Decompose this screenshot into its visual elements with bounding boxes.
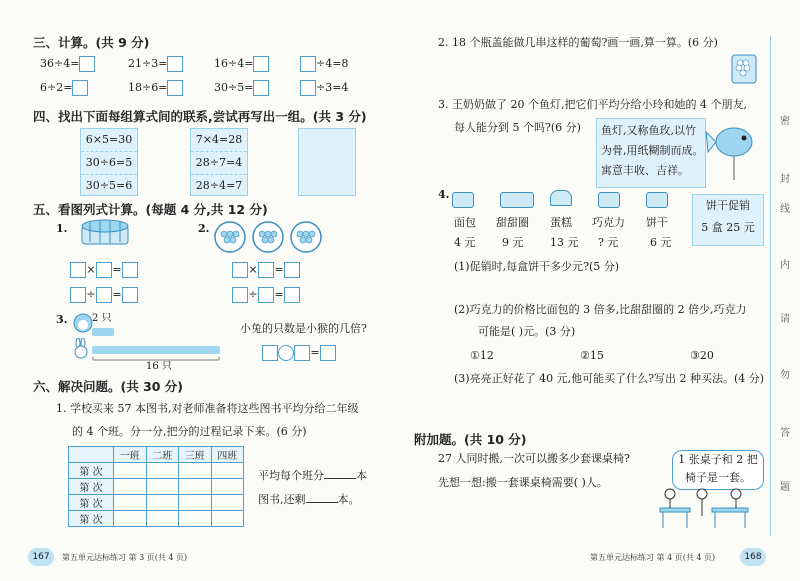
item-name: 饼干	[646, 216, 668, 229]
sub-question-2-line1: (2)巧克力的价格比面包的 3 倍多,比甜甜圈的 2 倍少,巧克力	[454, 303, 747, 316]
sub-question-2-line2: 可能是( )元。(3 分)	[478, 325, 576, 338]
rabbit-bar	[92, 346, 220, 354]
table-row	[69, 495, 244, 511]
answer-box[interactable]	[284, 262, 300, 278]
distribution-table	[68, 446, 244, 527]
answer-box[interactable]	[96, 262, 112, 278]
row-label: 第 次	[69, 511, 114, 527]
extra-title: 附加题。(共 10 分)	[414, 432, 527, 447]
row-label: 第 次	[69, 463, 114, 479]
table-cell[interactable]	[179, 511, 212, 527]
basket-picture	[80, 216, 132, 248]
cake-icon	[550, 190, 572, 206]
extra-line2: 先想一想:搬一套课桌椅需要( )人。	[438, 476, 608, 489]
item-price: 4 元	[454, 236, 476, 249]
table-row	[69, 463, 244, 479]
equation-template: =	[262, 345, 336, 361]
item-price: ? 元	[598, 236, 619, 249]
donut-icon	[500, 192, 534, 208]
students-desks-picture	[650, 486, 760, 532]
table-row	[69, 479, 244, 495]
note-line: 为骨,用纸糊制而成。	[601, 144, 704, 157]
table-cell[interactable]	[146, 495, 179, 511]
blank-sticky-note[interactable]	[298, 128, 356, 196]
row-label: 第 次	[69, 479, 114, 495]
footer-text: 第五单元达标练习 第 4 页(共 4 页)	[590, 553, 716, 562]
equation-template: ÷ =	[232, 287, 300, 303]
answer-box[interactable]	[262, 345, 278, 361]
item-price: 6 元	[650, 236, 672, 249]
table-header-cell: 三班	[179, 447, 212, 463]
answer-box[interactable]	[70, 262, 86, 278]
calc-item: ÷4=8	[300, 56, 348, 72]
note-line: 寓意丰收、吉祥。	[601, 164, 689, 177]
answer-box[interactable]	[70, 287, 86, 303]
section-5-title: 五、看图列式计算。(每题 4 分,共 12 分)	[33, 202, 268, 217]
grape-plates-picture	[212, 220, 326, 254]
table-cell[interactable]	[211, 511, 244, 527]
calc-item: 21÷3=	[128, 56, 183, 72]
promo-card	[692, 194, 764, 246]
answer-box[interactable]	[258, 262, 274, 278]
monkey-bar	[92, 328, 114, 336]
answer-box[interactable]	[300, 80, 316, 96]
calc-item: 18÷6=	[128, 80, 183, 96]
table-cell[interactable]	[114, 511, 147, 527]
equation: 28÷4=7	[195, 179, 243, 192]
calc-item: 36÷4=	[40, 56, 95, 72]
answer-box[interactable]	[167, 56, 183, 72]
gutter-char: 答	[780, 428, 790, 439]
table-cell[interactable]	[211, 463, 244, 479]
table-cell[interactable]	[146, 511, 179, 527]
table-cell[interactable]	[179, 495, 212, 511]
answer-box[interactable]	[167, 80, 183, 96]
note-line: 鱼灯,又称鱼玫,以竹	[601, 124, 696, 137]
item-name: 巧克力	[592, 216, 625, 229]
footer-text: 第五单元达标练习 第 3 页(共 4 页)	[62, 553, 188, 562]
page-number: 167	[28, 548, 54, 566]
equation: 30÷5=6	[85, 179, 133, 192]
extra-line1: 27 人同时搬,一次可以搬多少套课桌椅?	[438, 452, 630, 465]
monkey-icon	[72, 312, 94, 334]
bottom-bar-label: 16 只	[146, 361, 172, 372]
bubble-line: 1 张桌子和 2 把	[678, 453, 758, 466]
answer-box[interactable]	[232, 262, 248, 278]
calc-item: 6÷2=	[40, 80, 88, 96]
calc-item: 16÷4=	[214, 56, 269, 72]
question-number: 4.	[438, 188, 450, 201]
table-header-row	[69, 447, 244, 463]
info-note	[596, 118, 706, 188]
gutter-char: 封	[780, 174, 790, 185]
answer-box[interactable]	[72, 80, 88, 96]
q3-text-line2: 每人能分到 5 个吗?(6 分)	[454, 121, 581, 134]
answer-box[interactable]	[232, 287, 248, 303]
gutter-char: 勿	[780, 370, 790, 381]
section-4-title: 四、找出下面每组算式间的联系,尝试再写出一组。(共 3 分)	[33, 109, 367, 124]
q1-text-line1: 1. 学校买来 57 本图书,对老师准备将这些图书平均分给二年级	[56, 402, 359, 415]
grape-icon	[731, 54, 757, 84]
option-3[interactable]: ③20	[690, 349, 714, 362]
item-price: 13 元	[550, 236, 579, 249]
answer-box[interactable]	[294, 345, 310, 361]
sub-question-3: (3)亮亮正好花了 40 元,他可能买了什么?写出 2 种买法。(4 分)	[454, 372, 765, 385]
answer-blank[interactable]	[306, 492, 338, 503]
q1-text-line2: 的 4 个班。分一分,把分的过程记录下来。(6 分)	[72, 425, 307, 438]
table-header-cell: 四班	[211, 447, 244, 463]
answer-box[interactable]	[79, 56, 95, 72]
item-name: 蛋糕	[550, 216, 572, 229]
calc-item: ÷3=4	[300, 80, 348, 96]
table-cell[interactable]	[146, 463, 179, 479]
sub-question-1: (1)促销时,每盒饼干多少元?(5 分)	[454, 260, 620, 273]
bubble-line: 椅子是一套。	[685, 471, 751, 484]
chocolate-icon	[598, 192, 620, 208]
equation-template: ÷ =	[70, 287, 138, 303]
page-number: 168	[740, 548, 766, 566]
promo-title: 饼干促销	[706, 199, 750, 212]
answer-line-2: 图书,还剩 本。	[258, 493, 360, 506]
table-cell[interactable]	[114, 463, 147, 479]
promo-price: 5 盒 25 元	[701, 221, 755, 234]
biscuit-icon	[646, 192, 668, 208]
top-bar-label: 2 只	[92, 313, 112, 324]
equation-template: × =	[70, 262, 138, 278]
equation: 30÷6=5	[81, 152, 137, 175]
table-row	[69, 511, 244, 527]
answer-box[interactable]	[284, 287, 300, 303]
equation: 28÷7=4	[191, 152, 247, 175]
equation-template: × =	[232, 262, 300, 278]
answer-box[interactable]	[96, 287, 112, 303]
table-cell[interactable]	[114, 479, 147, 495]
answer-blank[interactable]	[324, 468, 356, 479]
equation: 6×5=30	[81, 129, 137, 152]
operator-circle[interactable]	[278, 345, 294, 361]
table-header-cell	[69, 447, 114, 463]
table-cell[interactable]	[211, 479, 244, 495]
gutter-char: 请	[780, 314, 790, 325]
answer-box[interactable]	[320, 345, 336, 361]
table-header-cell: 一班	[114, 447, 147, 463]
gutter-char: 线	[780, 204, 790, 215]
section-6-title: 六、解决问题。(共 30 分)	[33, 379, 184, 394]
table-cell[interactable]	[114, 495, 147, 511]
answer-box[interactable]	[300, 56, 316, 72]
answer-line-1: 平均每个班分 本	[258, 469, 367, 482]
option-1[interactable]: ①12	[470, 349, 494, 362]
row-label: 第 次	[69, 495, 114, 511]
answer-box[interactable]	[253, 80, 269, 96]
bread-icon	[452, 192, 474, 208]
gutter-char: 密	[780, 116, 790, 127]
binding-line	[770, 36, 771, 536]
section-3-title: 三、计算。(共 9 分)	[33, 35, 150, 50]
q2-text: 2. 18 个瓶盖能做几串这样的葡萄?画一画,算一算。(6 分)	[438, 36, 718, 49]
calc-item: 30÷5=	[214, 80, 269, 96]
table-cell[interactable]	[146, 479, 179, 495]
sticky-note	[80, 128, 138, 196]
gutter-char: 题	[780, 482, 790, 493]
q3-text-line1: 3. 王奶奶做了 20 个鱼灯,把它们平均分给小玲和她的 4 个朋友,	[438, 98, 747, 111]
table-cell[interactable]	[179, 463, 212, 479]
answer-box[interactable]	[258, 287, 274, 303]
item-name: 甜甜圈	[496, 216, 529, 229]
fish-lantern-icon	[704, 118, 760, 182]
speech-bubble	[672, 450, 764, 490]
answer-box[interactable]	[122, 262, 138, 278]
table-header-cell: 二班	[146, 447, 179, 463]
table-cell[interactable]	[211, 495, 244, 511]
item-price: 9 元	[502, 236, 524, 249]
answer-box[interactable]	[122, 287, 138, 303]
question-number: 2.	[198, 222, 210, 235]
question-number: 1.	[56, 222, 68, 235]
table-cell[interactable]	[179, 479, 212, 495]
question-number: 3.	[56, 313, 68, 326]
option-2[interactable]: ②15	[580, 349, 604, 362]
answer-box[interactable]	[253, 56, 269, 72]
gutter-char: 内	[780, 260, 790, 271]
q3-question: 小兔的只数是小猴的几倍?	[240, 322, 367, 335]
sticky-note	[190, 128, 248, 196]
item-name: 面包	[454, 216, 476, 229]
equation: 7×4=28	[191, 129, 247, 152]
rabbit-icon	[70, 338, 94, 360]
